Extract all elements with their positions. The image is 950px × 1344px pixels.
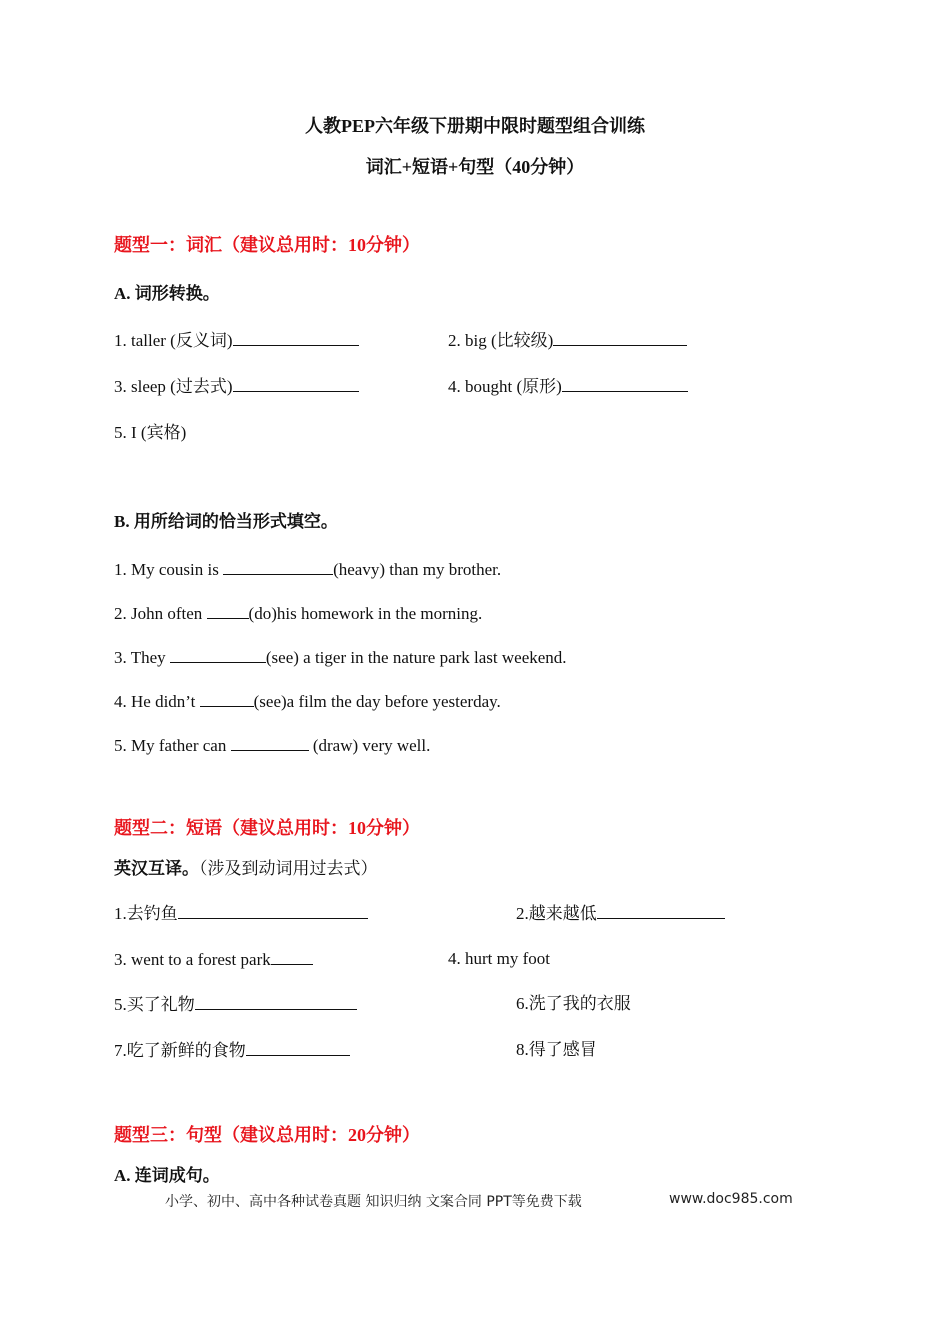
phrase-item-2: 2.越来越低 <box>516 903 725 924</box>
section1-partB-title: B. 用所给词的恰当形式填空。 <box>114 512 338 531</box>
vocab-item-5: 5. I (宾格) <box>114 423 187 442</box>
answer-blank[interactable] <box>231 735 309 751</box>
answer-blank[interactable] <box>246 1040 350 1056</box>
fill-item-5: 5. My father can (draw) very well. <box>114 736 431 755</box>
page-subtitle: 词汇+短语+句型（40分钟） <box>365 157 585 177</box>
phrase-item-6: 6.洗了我的衣服 <box>516 994 631 1013</box>
fill-item-1: 1. My cousin is (heavy) than my brother. <box>114 560 502 579</box>
phrase-item-8: 8.得了感冒 <box>516 1040 597 1059</box>
answer-blank[interactable] <box>207 603 249 619</box>
phrase-item-5: 5.买了礼物 <box>114 994 357 1015</box>
fill-item-4: 4. He didn’t (see)a film the day before yesterday. <box>114 692 501 711</box>
answer-blank[interactable] <box>233 376 359 392</box>
answer-blank[interactable] <box>170 647 266 663</box>
section3-heading: 题型三：句型（建议总用时：20分钟） <box>114 1125 420 1145</box>
answer-blank[interactable] <box>562 376 688 392</box>
fill-item-3: 3. They (see) a tiger in the nature park last weekend. <box>114 648 567 667</box>
answer-blank[interactable] <box>233 330 359 346</box>
page-title: 人教PEP六年级下册期中限时题型组合训练 <box>305 116 645 136</box>
section3-partA-title: A. 连词成句。 <box>114 1166 220 1185</box>
answer-blank[interactable] <box>553 330 687 346</box>
phrase-item-4: 4. hurt my foot <box>448 949 550 968</box>
fill-item-2: 2. John often (do)his homework in the morning. <box>114 604 483 623</box>
footer-promo-text: 小学、初中、高中各种试卷真题 知识归纳 文案合同 PPT等免费下载 <box>165 1194 582 1210</box>
phrase-item-3: 3. went to a forest park <box>114 949 313 970</box>
vocab-item-2: 2. big (比较级) <box>448 330 687 351</box>
answer-blank[interactable] <box>223 559 333 575</box>
answer-blank[interactable] <box>195 994 357 1010</box>
vocab-item-4: 4. bought (原形) <box>448 376 688 397</box>
section2-instruction: 英汉互译。（涉及到动词用过去式） <box>114 859 378 878</box>
section1-partA-title: A. 词形转换。 <box>114 284 220 303</box>
vocab-item-3: 3. sleep (过去式) <box>114 376 359 397</box>
footer-website: www.doc985.com <box>669 1191 793 1207</box>
section2-heading: 题型二：短语（建议总用时：10分钟） <box>114 818 420 838</box>
answer-blank[interactable] <box>271 949 313 965</box>
answer-blank[interactable] <box>178 903 368 919</box>
answer-blank[interactable] <box>597 903 725 919</box>
vocab-item-1: 1. taller (反义词) <box>114 330 359 351</box>
answer-blank[interactable] <box>200 691 254 707</box>
section1-heading: 题型一：词汇（建议总用时：10分钟） <box>114 235 420 255</box>
phrase-item-1: 1.去钓鱼 <box>114 903 368 924</box>
phrase-item-7: 7.吃了新鲜的食物 <box>114 1040 350 1061</box>
